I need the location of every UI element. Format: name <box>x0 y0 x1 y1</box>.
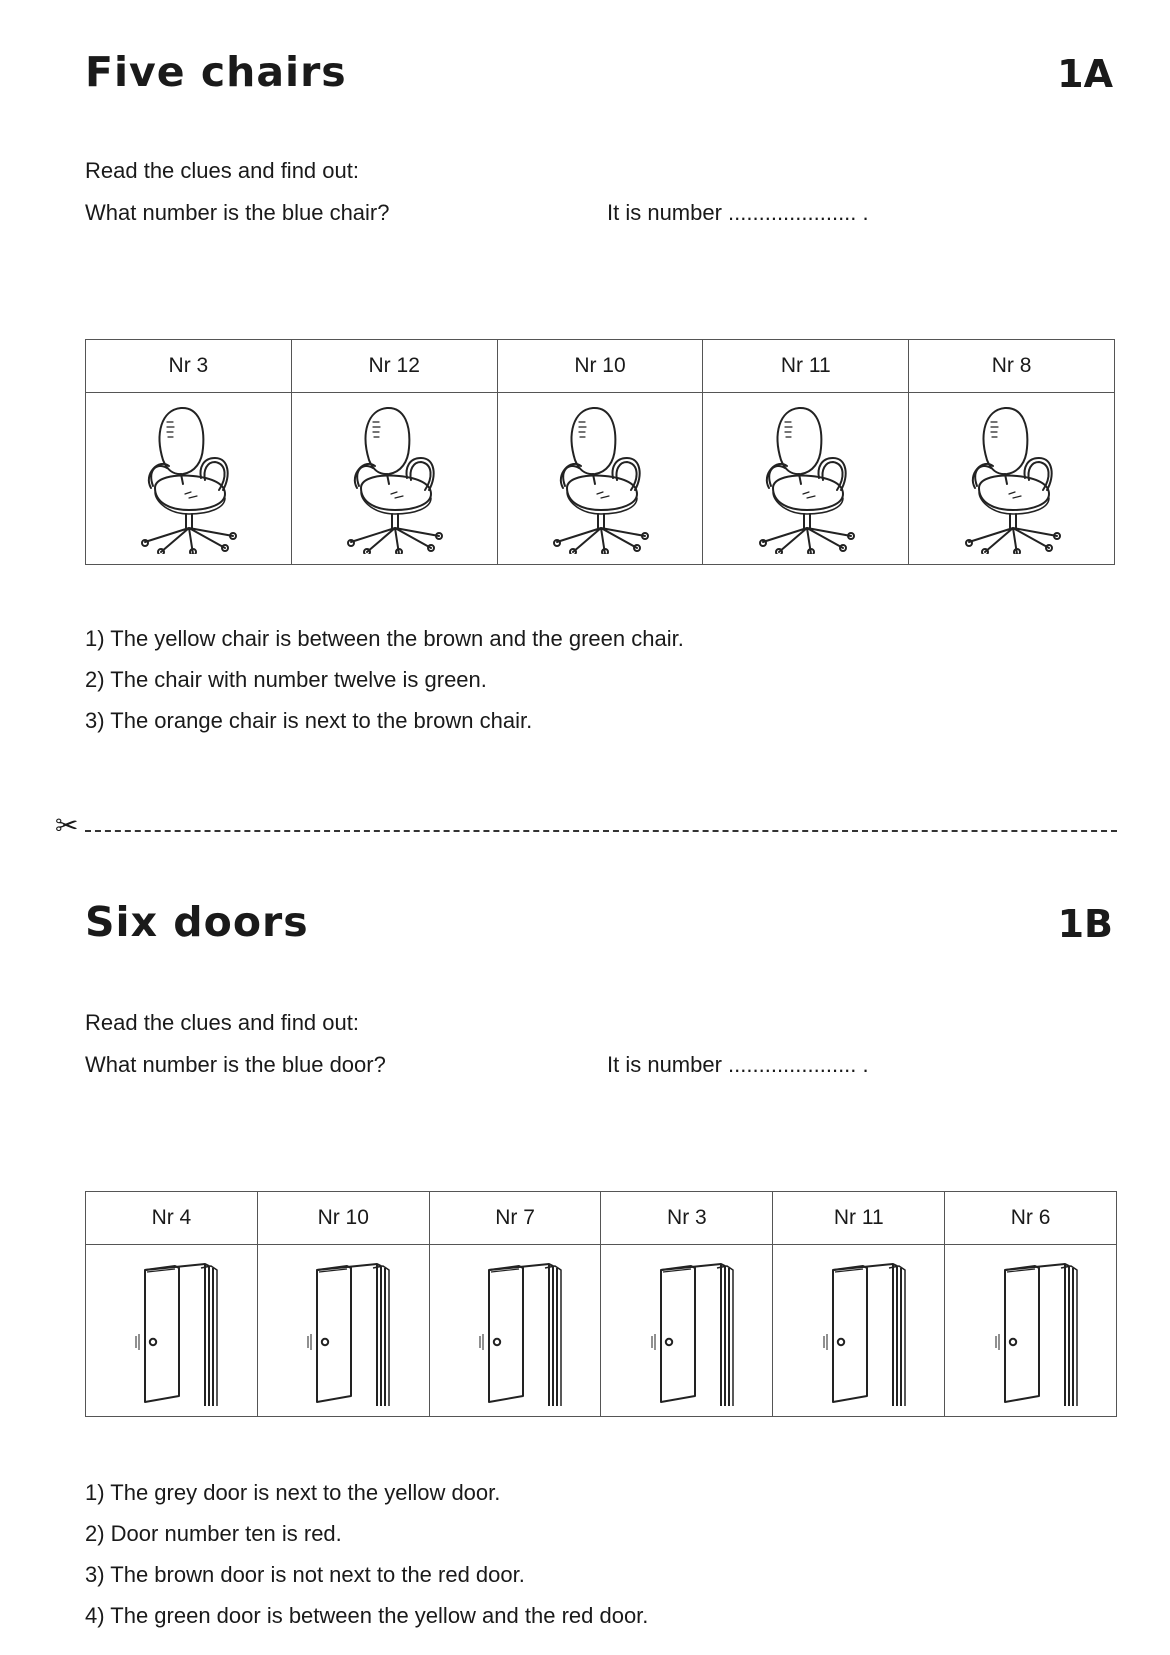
door-label: Nr 11 <box>773 1192 945 1245</box>
chairs-picture-row <box>86 393 1115 565</box>
section-a-answer-prompt: It is number ..................... . <box>607 200 869 225</box>
section-b-answer-prompt: It is number ..................... . <box>607 1052 869 1077</box>
scissors-icon: ✂ <box>55 809 79 842</box>
section-a-code: 1A <box>1057 52 1113 96</box>
door-label: Nr 4 <box>86 1192 258 1245</box>
office-chair-icon <box>909 404 1114 554</box>
section-a-question: What number is the blue chair? <box>85 200 390 225</box>
chair-label: Nr 10 <box>497 340 703 393</box>
open-door-icon <box>773 1256 944 1406</box>
section-b-question: What number is the blue door? <box>85 1052 386 1077</box>
chairs-label-row <box>86 340 1115 393</box>
door-label: Nr 6 <box>945 1192 1117 1245</box>
chair-cell <box>86 393 292 565</box>
door-cell <box>86 1245 258 1417</box>
chair-cell <box>291 393 497 565</box>
section-b-code: 1B <box>1057 902 1113 946</box>
chair-cell <box>497 393 703 565</box>
door-label: Nr 3 <box>601 1192 773 1245</box>
door-cell <box>257 1245 429 1417</box>
door-cell <box>945 1245 1117 1417</box>
door-cell <box>601 1245 773 1417</box>
section-a-clue: 1) The yellow chair is between the brown and the green chair. <box>85 626 684 651</box>
section-b-instruction: Read the clues and find out: <box>85 1010 359 1035</box>
chairs-table <box>85 339 1115 565</box>
office-chair-icon <box>292 404 497 554</box>
door-cell <box>429 1245 601 1417</box>
section-a-title: Five chairs <box>85 48 347 96</box>
section-b-clue: 2) Door number ten is red. <box>85 1521 342 1546</box>
section-a-clue: 2) The chair with number twelve is green. <box>85 667 487 692</box>
open-door-icon <box>258 1256 429 1406</box>
section-b-clue: 4) The green door is between the yellow and the red door. <box>85 1603 649 1628</box>
section-a-clue: 3) The orange chair is next to the brown chair. <box>85 708 533 733</box>
chair-label: Nr 11 <box>703 340 909 393</box>
section-b-clue: 3) The brown door is not next to the red door. <box>85 1562 525 1587</box>
chair-label: Nr 12 <box>291 340 497 393</box>
chair-label: Nr 8 <box>909 340 1115 393</box>
doors-label-row <box>86 1192 1117 1245</box>
section-b-title: Six doors <box>85 898 309 946</box>
chair-cell <box>909 393 1115 565</box>
doors-picture-row <box>86 1245 1117 1417</box>
open-door-icon <box>601 1256 772 1406</box>
doors-table <box>85 1191 1117 1417</box>
office-chair-icon <box>498 404 703 554</box>
open-door-icon <box>945 1256 1116 1406</box>
chair-label: Nr 3 <box>86 340 292 393</box>
office-chair-icon <box>703 404 908 554</box>
chair-cell <box>703 393 909 565</box>
open-door-icon <box>86 1256 257 1406</box>
open-door-icon <box>430 1256 601 1406</box>
section-a-instruction: Read the clues and find out: <box>85 158 359 183</box>
office-chair-icon <box>86 404 291 554</box>
door-label: Nr 10 <box>257 1192 429 1245</box>
cut-line <box>85 830 1117 832</box>
door-label: Nr 7 <box>429 1192 601 1245</box>
section-b-clue: 1) The grey door is next to the yellow door. <box>85 1480 501 1505</box>
door-cell <box>773 1245 945 1417</box>
